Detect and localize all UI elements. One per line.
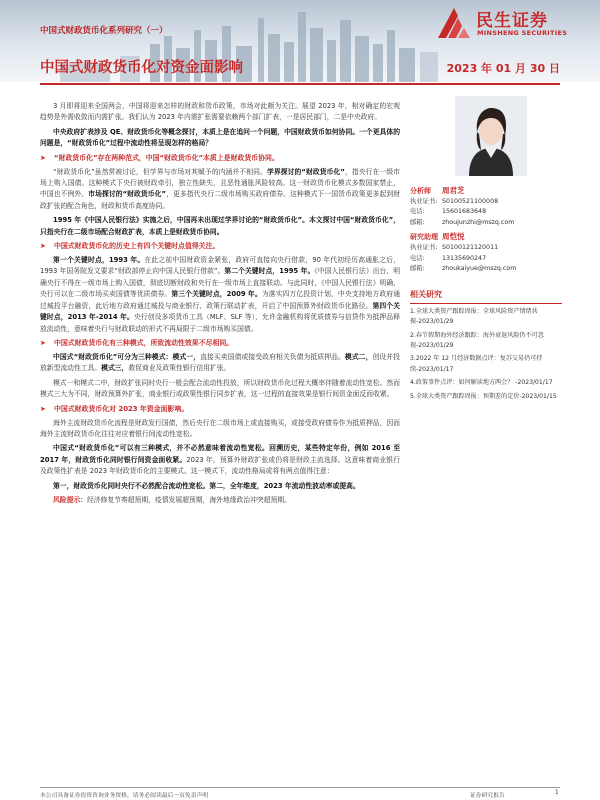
phone-value: 15601683648 bbox=[442, 208, 487, 216]
analyst-cert-row bbox=[410, 197, 562, 208]
related-research-item[interactable] bbox=[410, 331, 562, 352]
analyst-email-row bbox=[410, 264, 562, 275]
paragraph-overseas: 海外主流财政货币化流程是财政发行国债，然后央行在二级市场上或直接购买，或接受政府债券作为抵质押品，因而海外主流财政货币化往往对应着银行间流动性宽松。 bbox=[40, 418, 400, 438]
risk-text: 经济修复节奏超预期，疫情发展超预期，海外地缘政治冲突超预期。 bbox=[86, 495, 291, 504]
phone-label: 电话: bbox=[410, 208, 425, 216]
text-run-bold: 第四个关键时点，2013 年-2014 年。 bbox=[40, 301, 401, 322]
email-link[interactable]: zhoujunzhi@mszq.com bbox=[442, 218, 515, 226]
section-heading-2 bbox=[40, 241, 400, 252]
cert-value: S0100121120011 bbox=[442, 243, 499, 251]
related-research-title: 相关研究 bbox=[410, 289, 562, 304]
header-rule bbox=[40, 83, 560, 85]
arrow-bullet-icon: ➤ bbox=[40, 338, 46, 347]
text-run: 直接买卖国债或接受政府相关负债为抵质押品。 bbox=[200, 352, 345, 361]
section-heading-text: 中国式财政货币化有三种模式，所致流动性效果不尽相同。 bbox=[54, 338, 234, 347]
related-research-item[interactable] bbox=[410, 354, 562, 375]
arrow-bullet-icon: ➤ bbox=[40, 153, 46, 162]
paragraph-conclusion: 第一，财政货币化同时央行不必然配合流动性宽松。第二，全年维度，2023 年流动性波动率或提高。 bbox=[53, 481, 360, 490]
main-column bbox=[40, 101, 400, 506]
text-run: 《中国人民银行法》出台，明确央行不得在一级市场上购入国债，彻底切断财政和央行在一级市场上直接联动。与此同时，《中国人民银行法》明确，央行可以在二级市场买卖国债等优质债券。 bbox=[40, 267, 400, 299]
analyst-block-1 bbox=[410, 186, 562, 275]
footer-disclaimer: 本公司具备证券投资咨询业务资格，请务必阅读最后一页免责声明 bbox=[40, 793, 209, 799]
cert-label: 执业证书: bbox=[410, 197, 438, 205]
paragraph-question: 中央政府扩表涉及 QE、财政货币化等概念探讨，本质上是在追问一个问题，中国财政货币如何协同。一个更具体的问题是，“财政货币化”过程中流动性将呈现怎样的格局？ bbox=[40, 127, 400, 148]
related-research-item[interactable] bbox=[410, 392, 562, 402]
analyst-name: 周恺悦 bbox=[442, 232, 465, 242]
risk-label: 风险提示： bbox=[53, 495, 87, 504]
text-run: 救促商业及政策性银行信用扩张。 bbox=[128, 364, 231, 373]
text-run-bold: 学界探讨的“财政货币化” bbox=[266, 167, 345, 176]
analyst-name: 周君芝 bbox=[442, 186, 465, 195]
text-run-bold: 模式二， bbox=[344, 352, 373, 361]
text-run-bold: 第三个关键时点，2009 年。 bbox=[171, 290, 262, 299]
cert-value: S0100521100008 bbox=[442, 197, 499, 205]
analyst-role: 分析师 bbox=[410, 187, 431, 195]
text-run-bold: 第一个关键时点，1993 年。 bbox=[53, 256, 145, 265]
text-run-bold: 中国式“财政货币化”可以有三种模式，并不必然意味着流动性宽松。回溯历史，某些特定年份，例如 2016 至 2017 年，财政货币化同时银行间资金面收紧。 bbox=[40, 444, 400, 464]
related-research-link[interactable]: 3.2022 年 12 月经济数据点评：复苏交易仍可持续-2023/01/17 bbox=[410, 355, 543, 373]
section-heading-1 bbox=[40, 153, 400, 164]
footer-rule bbox=[40, 787, 560, 788]
email-label: 邮箱: bbox=[410, 218, 425, 226]
phone-value: 13135690247 bbox=[442, 254, 487, 262]
section-heading-text: 中国式财政货币化对 2023 年资金面影响。 bbox=[54, 404, 189, 413]
risk-warning bbox=[40, 495, 400, 506]
logo-text-cn: 民生证券 bbox=[476, 11, 548, 31]
analyst-cert-row bbox=[410, 243, 562, 254]
cert-label: 执业证书: bbox=[410, 243, 438, 251]
paragraph-paradigms bbox=[40, 167, 400, 213]
section-heading-4 bbox=[40, 404, 400, 415]
arrow-bullet-icon: ➤ bbox=[40, 404, 46, 413]
analyst-photo bbox=[455, 96, 527, 176]
related-research-item[interactable] bbox=[410, 378, 562, 388]
report-title: 中国式财政货币化对资金面影响 bbox=[40, 60, 243, 76]
text-run: 为落实四万亿投资计划，中央支持地方政府通过城投平台融资，此后地方政府通过城投与商业银行、政策行联动扩表，开启了中国预算外财政货币化路径。 bbox=[40, 290, 401, 310]
text-run: 创设并投放新型流动性工具。 bbox=[40, 352, 401, 373]
text-run: “财政货币化”虽然常被讨论，但学界与市场对其赋予的内涵并不相同。 bbox=[53, 167, 267, 176]
related-research-link[interactable]: 2.春节假期海外经济跟踪：海外衰退风险仍不可忽视-2023/01/29 bbox=[410, 331, 544, 349]
analyst-portrait-image bbox=[455, 96, 527, 176]
text-run: 2023 年，预算外财政扩张或仍将是财政主流选择。这意味着商业银行及政策性扩表是 2023 年财政货币化的主要模式。这一模式下，流动性格局或将有两点值得注意： bbox=[40, 455, 400, 476]
analyst-phone-row bbox=[410, 254, 562, 265]
paragraph-law-1995: 1995 年《中国人民银行法》实施之后，中国再未出现过学界讨论的“财政货币化”。本文探讨中国“财政货币化”，只指央行在二级市场配合财政扩表，本质上是财政货币协同。 bbox=[40, 216, 400, 236]
text-run-bold: 第二个关键时点，1995 年。 bbox=[224, 267, 315, 276]
header-banner bbox=[0, 0, 600, 82]
minsheng-logo-icon bbox=[436, 6, 472, 40]
analyst-phone-row bbox=[410, 207, 562, 218]
section-heading-3 bbox=[40, 338, 400, 349]
text-run-bold: 模式三， bbox=[101, 364, 129, 373]
related-research-link[interactable]: 1.全球大类资产跟踪周报：全球风险资产情绪共振-2023/01/29 bbox=[410, 307, 538, 326]
arrow-bullet-icon: ➤ bbox=[40, 242, 46, 251]
analyst-role: 研究助理 bbox=[410, 233, 438, 242]
sidebar bbox=[410, 96, 562, 402]
footer-report-type: 证券研究报告 bbox=[470, 793, 505, 799]
email-link[interactable]: zhoukaiyue@mszq.com bbox=[442, 265, 517, 273]
paragraph-intro: 3 月即将迎来全国两会，中国将迎来怎样的财政和货币政策，市场对此颇为关注。展望 2023 年，相对确定的宏观趋势是外需收敛而内需扩张。我们认为 2023 年内需扩张需要依赖两个部门扩表，一是居民部门，二是中央政府。 bbox=[40, 102, 400, 122]
company-logo bbox=[436, 4, 586, 44]
text-run: 央行创设多项货币工具（MLF、SLF 等），允许金融机构将优质债券与信贷作为抵押品释放流动性，意味着央行与财政联动的形式不再局限于二级市场购买国债。 bbox=[40, 313, 400, 333]
analyst-name-row bbox=[410, 186, 562, 197]
text-run-bold: 中国式“财政货币化”可分为三种模式：模式一， bbox=[53, 352, 201, 361]
paragraph-three-modes bbox=[40, 352, 400, 375]
text-run: ，指央行在一级市场上购入国债。这种模式下央行被财政牵引，独立性缺失，且恶性通胀风险较高。这一财政货币化模式多数国家禁止，中国也不例外。 bbox=[40, 167, 401, 199]
related-research-link[interactable]: 5.全球大类资产跟踪周报：预期差的定价-2023/01/15 bbox=[410, 392, 557, 400]
related-research-item[interactable] bbox=[410, 307, 562, 328]
report-date: 2023 年 01 月 30 日 bbox=[446, 62, 560, 75]
analyst-name-row bbox=[410, 232, 562, 243]
analyst-email-row bbox=[410, 218, 562, 229]
text-run: 在此之前中国财政资金紧张，政府可直接向央行借款，90 年代初经历高通胀之后，1993 年国务院发文要求“财政部停止向中国人民银行借款”。 bbox=[40, 256, 400, 276]
series-title: 中国式财政货币化系列研究（一） bbox=[40, 26, 168, 36]
section-heading-text: 中国式财政货币化的历史上有四个关键时点值得关注。 bbox=[54, 242, 220, 251]
paragraph-history bbox=[40, 255, 400, 335]
phone-label: 电话: bbox=[410, 254, 425, 262]
logo-text-en: MINSHENG SECURITIES bbox=[477, 29, 568, 37]
related-research-link[interactable]: 4.政策事件点评：如何解读地方两会？ -2023/01/17 bbox=[410, 379, 553, 387]
paragraph-mode-effects: 模式一和模式二中，财政扩张同时央行一般会配合流动性投放，所以财政货币化过程大概率伴随着流动性宽松。然而模式三大为不同，财政预算外扩张，商业银行或政策性银行同步扩表，这一过程的直接效果是银行间资金面反而收紧。 bbox=[40, 378, 400, 399]
section-heading-text: “财政货币化”存在两种范式，中国“财政货币化”本质上是财政货币协同。 bbox=[54, 153, 279, 162]
email-label: 邮箱: bbox=[410, 265, 425, 273]
paragraph-2023-outlook bbox=[40, 443, 400, 477]
text-run: ，更多指代央行二级市场购买政府债券。这种模式下一国货币政策更多起到财政扩张的配合角色，财政和货币高度协同。 bbox=[40, 190, 401, 210]
page-number: 1 bbox=[555, 790, 559, 796]
text-run-bold: 市场探讨的“财政货币化” bbox=[88, 190, 167, 199]
